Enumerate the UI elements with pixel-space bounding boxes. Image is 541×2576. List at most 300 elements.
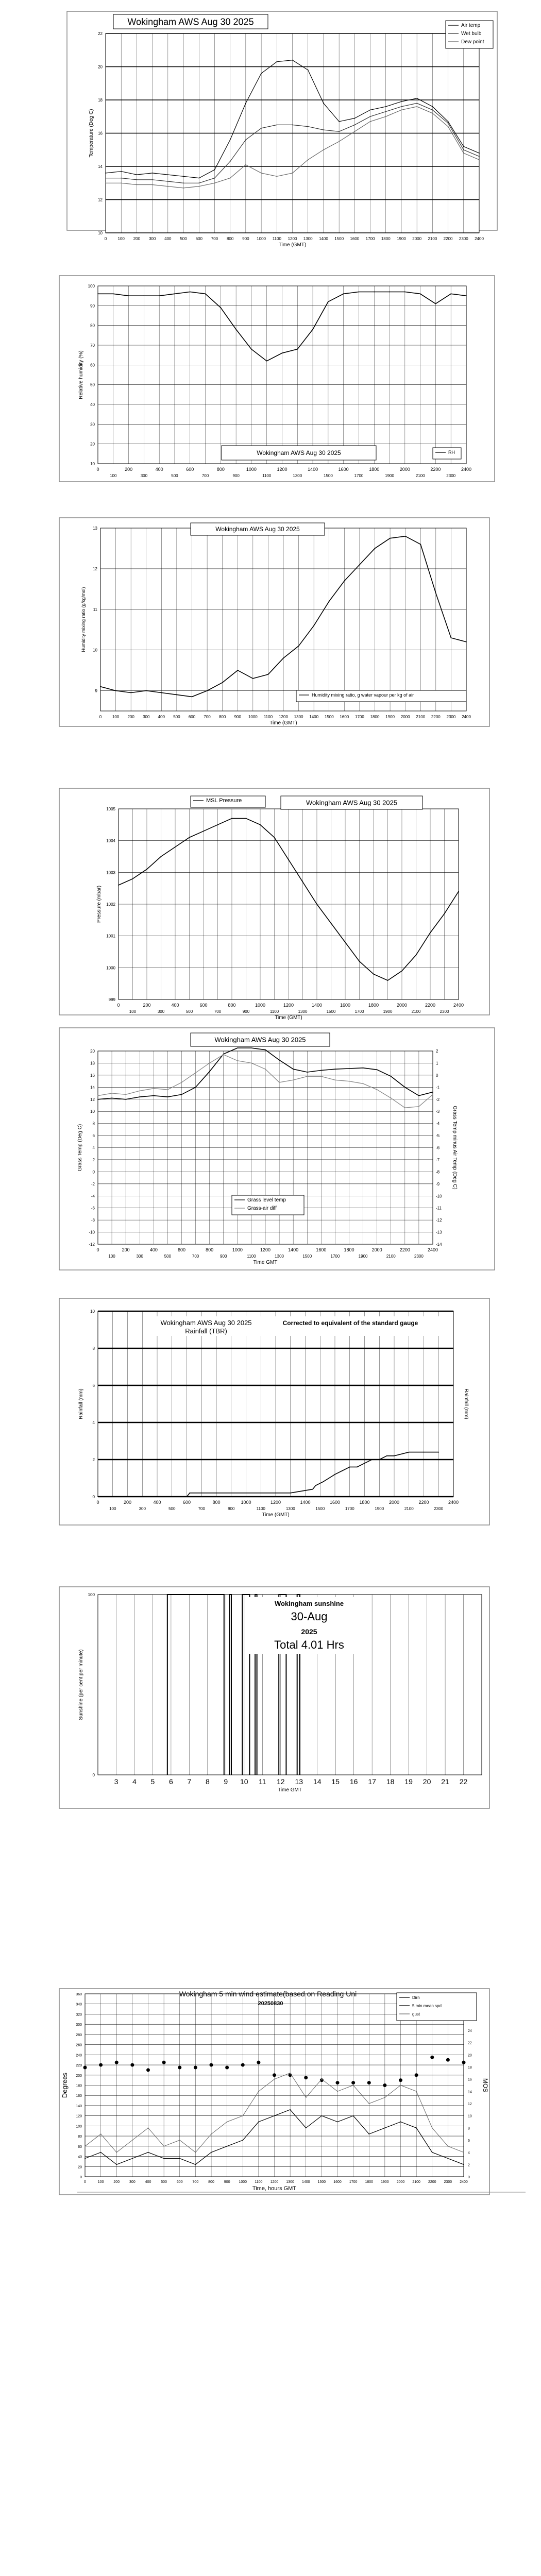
x-tick-label-6-11: 14 [313, 1777, 322, 1786]
data-point-3-0-15 [331, 923, 332, 924]
y-tick-label-4-8: 4 [92, 1145, 95, 1150]
x-tick-label-2-13: 1300 [294, 715, 303, 719]
x-minor-tick-label-1-10: 2100 [415, 473, 425, 478]
chart-title-7: Wokingham 5 min wind estimate(based on Reading Uni [179, 1990, 357, 1998]
x-tick-label-0-22: 2200 [443, 236, 453, 241]
data-point-0-2-10 [261, 173, 262, 174]
data-point-4-1-1 [111, 1093, 112, 1094]
y2-tick-label-7-8: 16 [468, 2078, 472, 2082]
x-tick-label-7-2: 200 [113, 2180, 120, 2184]
x-tick-label-2-23: 2300 [446, 715, 456, 719]
data-point-3-0-20 [401, 971, 402, 972]
x-tick-label-0-18: 1800 [381, 236, 391, 241]
data-point-0-2-2 [137, 184, 138, 185]
data-point-7-1-21 [416, 2091, 417, 2092]
y-tick-label-4-4: -4 [91, 1194, 95, 1199]
x-tick-label-6-14: 17 [368, 1777, 376, 1786]
data-point-5-0-19 [438, 1452, 439, 1453]
x-minor-tick-label-5-4: 900 [228, 1506, 235, 1511]
x-tick-label-5-8: 1600 [329, 1500, 341, 1505]
x-tick-label-1-3: 600 [186, 467, 194, 472]
x-tick-label-7-19: 1900 [381, 2180, 389, 2184]
y-tick-label-7-6: 120 [76, 2114, 82, 2119]
x-tick-label-6-5: 8 [205, 1777, 210, 1786]
data-point-7-2-17 [353, 2115, 354, 2116]
data-point-4-0-11 [251, 1047, 252, 1048]
data-point-0-1-6 [198, 182, 199, 183]
x-minor-tick-label-5-0: 100 [109, 1506, 116, 1511]
y-tick-label-1-3: 40 [90, 402, 95, 407]
y-tick-label-1-5: 60 [90, 363, 95, 368]
data-point-2-0-22 [435, 592, 436, 594]
data-point-2-0-16 [344, 581, 345, 582]
y-tick-label-4-3: -6 [91, 1206, 95, 1211]
y-axis-title-7: Degrees [61, 2072, 69, 2098]
data-point-2-0-7 [207, 690, 208, 691]
x-tick-label-6-16: 19 [404, 1777, 413, 1786]
x-tick-label-7-3: 300 [129, 2180, 136, 2184]
x-tick-label-0-1: 100 [117, 236, 125, 241]
data-point-2-0-4 [161, 692, 162, 693]
x-tick-label-4-12: 2400 [427, 1247, 438, 1252]
y2-tick-label-4-16: 2 [436, 1049, 438, 1054]
x-axis-title-4: Time GMT [253, 1260, 278, 1265]
x-tick-label-2-5: 500 [173, 715, 180, 719]
x-tick-label-1-6: 1200 [277, 467, 288, 472]
y2-tick-label-7-0: 0 [468, 2176, 470, 2179]
x-tick-label-4-5: 1000 [232, 1247, 243, 1252]
x-tick-label-0-4: 400 [164, 236, 172, 241]
y-tick-label-7-12: 240 [76, 2054, 82, 2058]
data-point-3-0-24 [458, 891, 459, 892]
y2-tick-label-7-5: 10 [468, 2114, 472, 2119]
data-point-1-0-8 [220, 307, 221, 308]
data-point-0-0-12 [292, 60, 293, 61]
data-point-5-0-9 [342, 1470, 343, 1471]
x-tick-label-2-3: 300 [143, 715, 150, 719]
data-point-7-1-13 [290, 2073, 291, 2074]
y-tick-label-0-6: 22 [98, 31, 103, 36]
data-point-0-1-23 [463, 149, 464, 150]
data-point-7-2-2 [116, 2164, 117, 2165]
x-minor-tick-label-1-5: 1100 [262, 473, 272, 478]
data-point-0-2-11 [276, 176, 277, 177]
data-point-0-2-16 [354, 131, 355, 132]
x-tick-label-3-4: 800 [228, 1003, 236, 1008]
x-tick-label-4-3: 600 [177, 1247, 186, 1252]
y2-tick-label-7-4: 8 [468, 2127, 470, 2131]
x-tick-label-5-9: 1800 [359, 1500, 370, 1505]
direction-dot-3 [130, 2063, 134, 2067]
data-point-1-0-11 [266, 361, 267, 362]
x-minor-tick-label-5-1: 300 [139, 1506, 146, 1511]
chart-title-2: Wokingham AWS Aug 30 2025 [215, 526, 300, 533]
data-point-4-1-3 [139, 1090, 140, 1091]
data-point-1-0-7 [205, 293, 206, 294]
data-point-0-0-20 [416, 98, 417, 99]
data-point-3-0-16 [345, 942, 346, 943]
x-tick-label-7-4: 400 [145, 2180, 151, 2184]
direction-dot-12 [273, 2073, 276, 2077]
data-point-1-0-14 [312, 329, 313, 330]
data-point-5-0-4 [312, 1489, 313, 1490]
data-point-0-1-3 [152, 179, 153, 180]
data-point-1-0-1 [113, 293, 114, 294]
data-point-0-1-20 [416, 103, 417, 104]
data-point-7-2-3 [132, 2158, 133, 2159]
data-point-0-1-17 [370, 116, 371, 117]
data-point-0-0-21 [432, 106, 433, 107]
x-tick-label-7-9: 900 [224, 2180, 230, 2184]
x-tick-label-0-24: 2400 [475, 236, 484, 241]
x-minor-tick-label-5-11: 2300 [434, 1506, 444, 1511]
data-point-0-1-2 [137, 179, 138, 180]
y-tick-label-4-14: 16 [90, 1073, 95, 1078]
data-point-0-0-2 [137, 174, 138, 175]
data-point-0-1-1 [121, 178, 122, 179]
x-tick-label-2-18: 1800 [370, 715, 380, 719]
y-tick-label-5-0: 0 [92, 1495, 95, 1499]
y-tick-label-2-0: 9 [95, 688, 97, 693]
data-point-5-0-18 [424, 1452, 425, 1453]
chart-date-6: 30-Aug [291, 1610, 328, 1623]
data-point-2-0-8 [222, 682, 223, 683]
x-minor-tick-label-1-9: 1900 [385, 473, 394, 478]
x-tick-label-3-11: 2200 [425, 1003, 436, 1008]
direction-dot-1 [99, 2063, 103, 2067]
x-tick-label-7-13: 1300 [286, 2180, 294, 2184]
data-point-4-1-14 [293, 1079, 294, 1080]
data-point-0-2-1 [121, 182, 122, 183]
data-point-0-1-7 [214, 178, 215, 179]
data-point-4-0-19 [363, 1067, 364, 1069]
x-tick-label-4-0: 0 [96, 1247, 99, 1252]
data-point-4-1-18 [349, 1081, 350, 1082]
data-point-7-1-17 [353, 2085, 354, 2086]
data-point-4-0-23 [418, 1095, 419, 1096]
x-minor-tick-label-4-8: 1700 [330, 1254, 340, 1259]
data-point-4-1-0 [97, 1095, 98, 1096]
data-point-3-0-9 [246, 818, 247, 819]
data-point-0-1-19 [401, 106, 402, 107]
data-point-0-2-3 [152, 184, 153, 185]
data-point-3-0-13 [302, 882, 303, 883]
x-minor-tick-label-5-2: 500 [168, 1506, 176, 1511]
legend-7-label-2: gust [412, 2012, 420, 2016]
data-point-4-1-2 [125, 1094, 126, 1095]
data-point-4-0-18 [349, 1068, 350, 1069]
x-tick-label-7-11: 1100 [255, 2180, 263, 2184]
data-point-0-2-19 [401, 109, 402, 110]
x-minor-tick-label-3-0: 100 [129, 1009, 137, 1014]
x-tick-label-6-9: 12 [276, 1777, 285, 1786]
y2-tick-label-4-9: -5 [436, 1133, 440, 1139]
x-tick-label-5-10: 2000 [388, 1500, 400, 1505]
x-tick-label-1-11: 2200 [430, 467, 441, 472]
chart-title-4: Wokingham AWS Aug 30 2025 [214, 1036, 306, 1044]
data-point-0-0-10 [261, 73, 262, 74]
chart-title-0: Wokingham AWS Aug 30 2025 [127, 16, 254, 27]
data-point-0-0-0 [105, 173, 106, 174]
y-axis-title-1: Relative humidity (%) [78, 350, 84, 399]
y-tick-label-7-17: 340 [76, 2003, 82, 2007]
x-tick-label-2-14: 1400 [309, 715, 319, 719]
y2-tick-label-4-11: -3 [436, 1109, 440, 1114]
x-axis-title-7: Time, hours GMT [252, 2185, 297, 2192]
x-tick-label-5-1: 200 [123, 1500, 132, 1505]
direction-dot-5 [162, 2061, 166, 2064]
y2-tick-label-4-15: 1 [436, 1061, 438, 1066]
data-point-7-2-21 [416, 2127, 417, 2128]
data-point-0-0-5 [183, 176, 184, 177]
data-point-0-2-13 [308, 159, 309, 160]
data-point-7-2-5 [163, 2158, 164, 2159]
data-point-7-1-5 [163, 2146, 164, 2147]
data-point-0-0-16 [354, 118, 355, 119]
data-point-4-1-11 [251, 1063, 252, 1064]
data-point-0-1-10 [261, 128, 262, 129]
y2-tick-label-7-7: 14 [468, 2090, 472, 2094]
y-tick-label-1-1: 20 [90, 442, 95, 447]
y2-tick-label-4-14: 0 [436, 1073, 438, 1078]
data-point-5-0-8 [334, 1474, 335, 1475]
x-tick-label-2-11: 1100 [263, 715, 273, 719]
x-tick-label-6-17: 20 [422, 1777, 431, 1786]
x-tick-label-6-6: 9 [224, 1777, 228, 1786]
data-point-3-0-10 [260, 824, 261, 825]
data-point-0-1-13 [308, 126, 309, 127]
data-point-2-0-5 [176, 694, 177, 696]
data-point-7-1-2 [116, 2152, 117, 2153]
x-minor-tick-label-5-5: 1100 [256, 1506, 265, 1511]
x-tick-label-2-4: 400 [158, 715, 165, 719]
data-point-4-0-21 [391, 1076, 392, 1077]
y-tick-label-1-9: 100 [88, 284, 95, 289]
y2-tick-label-4-8: -6 [436, 1145, 440, 1150]
data-point-7-2-23 [447, 2158, 448, 2159]
data-point-4-1-19 [363, 1083, 364, 1084]
x-tick-label-7-18: 1800 [365, 2180, 374, 2184]
data-point-7-1-24 [463, 2152, 464, 2153]
data-point-5-0-7 [329, 1478, 330, 1479]
x-tick-label-0-19: 1900 [397, 236, 406, 241]
x-minor-tick-label-4-10: 2100 [386, 1254, 396, 1259]
legend-0-label-1: Wet bulb [461, 31, 482, 37]
x-minor-tick-label-1-6: 1300 [293, 473, 302, 478]
chart-subtitle-7: 20250830 [258, 2001, 283, 2007]
y-tick-label-2-2: 11 [93, 607, 97, 612]
x-minor-tick-label-3-1: 300 [157, 1009, 165, 1014]
data-point-3-0-11 [274, 837, 275, 838]
data-point-0-2-24 [479, 159, 480, 160]
x-tick-label-3-12: 2400 [453, 1003, 464, 1008]
y-tick-label-7-7: 140 [76, 2104, 82, 2108]
x-tick-label-4-8: 1600 [316, 1247, 327, 1252]
data-point-0-0-22 [448, 121, 449, 122]
x-minor-tick-label-3-7: 1500 [326, 1009, 336, 1014]
direction-dot-0 [83, 2065, 87, 2069]
x-tick-label-5-3: 600 [182, 1500, 191, 1505]
y-tick-label-7-8: 160 [76, 2094, 82, 2098]
x-tick-label-1-1: 200 [125, 467, 133, 472]
data-point-4-1-8 [209, 1063, 210, 1064]
data-point-1-0-6 [190, 292, 191, 293]
y2-tick-label-4-4: -10 [436, 1194, 442, 1199]
data-point-5-0-13 [371, 1459, 373, 1460]
y-tick-label-7-13: 260 [76, 2043, 82, 2047]
data-point-5-0-15 [386, 1455, 387, 1456]
y2-tick-label-4-10: -4 [436, 1121, 440, 1126]
y-tick-label-4-6: 0 [92, 1170, 95, 1175]
y-tick-label-5-3: 6 [92, 1383, 95, 1388]
y-tick-label-4-7: 2 [92, 1157, 95, 1162]
data-point-0-2-12 [292, 173, 293, 174]
direction-dot-4 [146, 2068, 150, 2072]
data-point-4-1-4 [153, 1088, 154, 1089]
x-tick-label-7-1: 100 [97, 2180, 104, 2184]
data-point-7-1-23 [447, 2146, 448, 2147]
y2-axis-title-4: Grass Temp minus Air Temp (Deg C) [452, 1106, 458, 1190]
y2-tick-label-7-1: 2 [468, 2163, 470, 2167]
data-point-4-1-7 [195, 1072, 196, 1073]
data-point-7-2-7 [195, 2164, 196, 2165]
data-point-4-1-21 [391, 1098, 392, 1099]
x-tick-label-6-13: 16 [349, 1777, 358, 1786]
x-tick-label-6-12: 15 [331, 1777, 340, 1786]
y-tick-label-5-1: 2 [92, 1458, 95, 1462]
y-axis-title-3: Pressure (mbar) [96, 885, 102, 923]
data-point-1-0-21 [420, 293, 421, 294]
data-point-1-0-19 [389, 292, 390, 293]
x-tick-label-7-16: 1600 [333, 2180, 342, 2184]
y-tick-label-5-4: 8 [92, 1346, 95, 1351]
data-point-7-1-11 [258, 2091, 259, 2092]
direction-dot-20 [399, 2078, 402, 2082]
data-point-1-0-10 [251, 349, 252, 350]
y2-axis-title-7: MOS [482, 2078, 489, 2093]
data-point-1-0-0 [97, 293, 98, 294]
x-minor-tick-label-4-6: 1300 [275, 1254, 284, 1259]
data-point-7-1-18 [368, 2103, 369, 2104]
x-minor-tick-label-3-8: 1700 [354, 1009, 364, 1014]
x-minor-tick-label-5-10: 2100 [404, 1506, 414, 1511]
x-tick-label-2-9: 900 [234, 715, 241, 719]
x-minor-tick-label-4-7: 1500 [302, 1254, 312, 1259]
data-point-7-2-12 [274, 2115, 275, 2116]
data-point-3-0-17 [359, 961, 360, 962]
data-point-0-1-16 [354, 124, 355, 125]
x-tick-label-2-8: 800 [218, 715, 226, 719]
direction-dot-10 [241, 2063, 245, 2067]
x-minor-tick-label-3-2: 500 [185, 1009, 193, 1014]
data-point-4-0-13 [279, 1060, 280, 1061]
direction-dot-24 [462, 2061, 466, 2064]
data-point-0-0-19 [401, 101, 402, 102]
data-point-3-0-8 [231, 818, 232, 819]
x-tick-label-7-20: 2000 [396, 2180, 405, 2184]
x-tick-label-4-10: 2000 [371, 1247, 382, 1252]
data-point-4-0-3 [139, 1096, 140, 1097]
y2-tick-label-7-9: 18 [468, 2066, 472, 2070]
y-tick-label-1-0: 10 [90, 462, 95, 466]
x-tick-label-4-2: 400 [149, 1247, 158, 1252]
y2-tick-label-7-10: 20 [468, 2054, 472, 2058]
data-point-5-0-10 [349, 1467, 350, 1468]
data-point-4-1-17 [335, 1079, 336, 1080]
data-point-4-1-15 [307, 1076, 308, 1077]
data-point-5-0-6 [323, 1481, 324, 1482]
x-tick-label-2-15: 1500 [324, 715, 334, 719]
data-point-1-0-9 [235, 329, 236, 330]
data-point-0-1-4 [167, 181, 168, 182]
y-tick-label-1-2: 30 [90, 422, 95, 427]
y-tick-label-3-0: 999 [108, 997, 115, 1002]
data-point-1-0-17 [359, 292, 360, 293]
data-point-5-0-0 [97, 1496, 98, 1497]
x-tick-label-1-7: 1400 [308, 467, 318, 472]
x-tick-label-1-4: 800 [216, 467, 225, 472]
y-tick-label-3-5: 1004 [106, 838, 115, 843]
data-point-2-0-20 [405, 536, 406, 537]
data-point-4-1-5 [167, 1089, 168, 1090]
data-point-7-1-8 [211, 2133, 212, 2134]
x-tick-label-4-6: 1200 [260, 1247, 271, 1252]
y-tick-label-1-4: 50 [90, 382, 95, 387]
data-point-7-2-22 [432, 2152, 433, 2153]
x-tick-label-6-8: 11 [259, 1777, 266, 1786]
data-point-2-0-2 [130, 692, 131, 693]
data-point-5-0-2 [189, 1493, 190, 1494]
x-minor-tick-label-4-11: 2300 [414, 1254, 424, 1259]
y-tick-label-4-10: 8 [92, 1121, 95, 1126]
x-tick-label-5-2: 400 [153, 1500, 161, 1505]
data-point-2-0-3 [146, 690, 147, 691]
x-tick-label-7-8: 800 [208, 2180, 214, 2184]
data-point-3-0-21 [416, 955, 417, 956]
data-point-0-2-18 [385, 116, 386, 117]
x-minor-tick-label-4-4: 900 [220, 1254, 227, 1259]
x-tick-label-5-0: 0 [96, 1500, 99, 1505]
data-point-7-1-6 [179, 2140, 180, 2141]
x-minor-tick-label-3-9: 1900 [383, 1009, 393, 1014]
data-point-4-0-4 [153, 1095, 154, 1096]
y2-tick-label-7-3: 6 [468, 2139, 470, 2143]
x-tick-label-0-17: 1700 [365, 236, 375, 241]
x-minor-tick-label-5-6: 1300 [285, 1506, 295, 1511]
y-tick-label-7-4: 80 [78, 2135, 82, 2139]
y-tick-label-6-1: 100 [88, 1592, 95, 1597]
data-point-0-0-6 [198, 178, 199, 179]
legend-7-label-1: 5 min mean spd [412, 2004, 442, 2008]
data-point-0-0-14 [323, 103, 324, 104]
x-tick-label-3-10: 2000 [396, 1003, 408, 1008]
data-point-3-0-4 [175, 846, 176, 848]
data-point-4-1-24 [432, 1094, 433, 1095]
y2-tick-label-7-11: 22 [468, 2041, 472, 2045]
data-point-7-2-16 [337, 2122, 338, 2123]
x-minor-tick-label-3-4: 900 [242, 1009, 250, 1014]
data-point-7-1-12 [274, 2079, 275, 2080]
legend-2-label-0: Humidity mixing ratio, g water vapour per kg of air [312, 692, 414, 698]
data-point-2-0-15 [329, 601, 330, 602]
chart-title-3: Wokingham AWS Aug 30 2025 [306, 799, 398, 807]
x-tick-label-0-12: 1200 [288, 236, 297, 241]
data-point-0-2-5 [183, 188, 184, 189]
data-point-0-1-15 [339, 131, 340, 132]
data-point-3-0-1 [132, 878, 133, 879]
data-point-7-2-9 [227, 2146, 228, 2147]
data-point-7-1-16 [337, 2091, 338, 2092]
